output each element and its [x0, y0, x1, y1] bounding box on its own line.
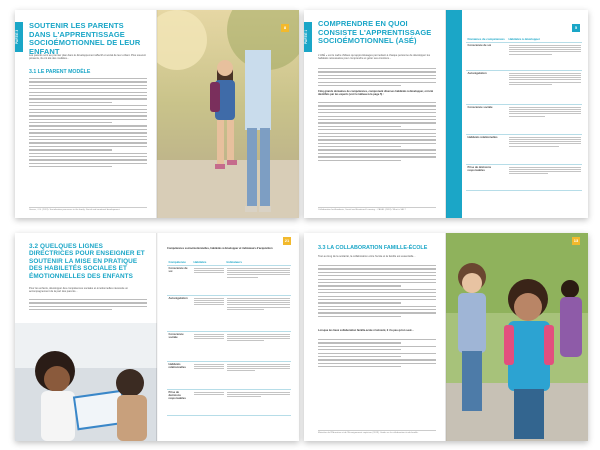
domain-cell: Conscience de soi — [466, 43, 507, 71]
page-left — [304, 233, 446, 441]
table-row — [466, 165, 582, 191]
table-row — [466, 135, 582, 165]
photo-child-reading — [15, 323, 157, 441]
table-header: Domaines de compétences — [466, 36, 507, 43]
indicators-cell — [225, 390, 291, 416]
indicators-table — [167, 259, 291, 416]
skills-cell — [192, 296, 225, 332]
table-row — [167, 332, 291, 362]
question-text: Lorsque les lieux collaboration famille-école n'existent, il n'a pas qu'un seul... — [318, 329, 414, 332]
section-heading: 3.1 LE PARENT MODÈLE — [29, 69, 91, 75]
body-text-block — [318, 265, 436, 319]
page-number-badge: 5 — [572, 24, 580, 32]
intro-text: Les parents sont au premier plan dans le développement affectif et social de leur enfant. Plus souvent présents, ils ont été des modèles... — [29, 54, 146, 61]
bold-lead-text: Cinq grands domaines de compétences, comprenant diverses habiletés à développer, ont été identifiés par les experts (voir le tableau à la page 5) : — [318, 90, 434, 97]
spread-comprendre-ase — [304, 10, 588, 218]
body-text-block — [29, 299, 147, 313]
indicators-cell — [225, 362, 291, 390]
table-row — [167, 296, 291, 332]
photo-parent-child-walking — [157, 10, 299, 218]
table-header: Habiletés — [192, 259, 225, 266]
domain-cell: Habiletés relationnelles — [466, 135, 507, 165]
page-left — [15, 10, 157, 218]
table-row — [167, 390, 291, 416]
page-number-badge: 21 — [284, 238, 290, 243]
page-title: 3.2 QUELQUES LIGNES DIRECTRICES POUR ENSEIGNER ET SOUTENIR LA MISE EN PRATIQUE DES HABILETÉS SOCIALES ET ÉMOTIONNELLES DES ENFANTS — [29, 243, 145, 280]
competence-cell: Habiletés relationnelles — [167, 362, 192, 390]
page-title: COMPRENDRE EN QUOI CONSISTE L'APPRENTISSAGE SOCIOÉMOTIONNEL (ASÉ) — [318, 19, 432, 45]
spread-parents-modele — [15, 10, 299, 218]
section-tab: PARTIE 3 — [15, 22, 23, 52]
page-right-table — [446, 10, 588, 218]
page-fold — [156, 10, 158, 218]
domain-cell: Prise de décisions responsables — [466, 165, 507, 191]
indicators-cell — [225, 296, 291, 332]
body-text-block-2 — [318, 102, 436, 163]
table-row — [466, 71, 582, 105]
teal-side-panel — [446, 10, 462, 218]
skills-cell — [192, 332, 225, 362]
skills-cell — [192, 390, 225, 416]
footnote: Grusec, J. E. (2011). Socialization processes in the family: Social and emotional development. — [29, 207, 147, 212]
section-tab: PARTIE 1 — [304, 22, 312, 52]
skills-cell — [507, 135, 582, 165]
skills-cell — [192, 266, 225, 296]
page-fold — [445, 10, 447, 218]
page-right-photo — [446, 233, 588, 441]
intro-text: L'ASÉ « est le cadre d'idées qui apprentissages permettant à chaque personne de développer les habiletés nécessaires pour comprendre et gérer ses émotions... — [318, 54, 431, 61]
indicators-cell — [225, 266, 291, 296]
page-number-badge: 8 — [281, 24, 289, 32]
body-text-block — [318, 68, 436, 88]
bullet-list — [318, 339, 436, 370]
spread-collaboration-famille-ecole — [304, 233, 588, 441]
table-header: Habiletés à développer — [507, 36, 582, 43]
table-row — [167, 362, 291, 390]
photo-children-school — [446, 233, 588, 441]
table-header: Indicateurs — [225, 259, 291, 266]
table-row — [466, 105, 582, 135]
table-title: Compétences socioémotionnelles, habiletés à développer et indicateurs d'acquisition — [167, 247, 273, 250]
domain-cell: Conscience sociale — [466, 105, 507, 135]
competence-cell: Conscience sociale — [167, 332, 192, 362]
skills-cell — [192, 362, 225, 390]
page-fold — [445, 233, 447, 441]
page-left — [15, 233, 157, 441]
competence-cell: Prise de décisions responsables — [167, 390, 192, 416]
table-header: Compétence — [167, 259, 192, 266]
competence-cell: Autorégulation — [167, 296, 192, 332]
table-row — [466, 43, 582, 71]
page-right-photo — [157, 10, 299, 218]
page-right-table — [157, 233, 299, 441]
page-fold — [156, 233, 158, 441]
domain-cell: Autorégulation — [466, 71, 507, 105]
body-text-block — [29, 78, 147, 170]
indicators-cell — [225, 332, 291, 362]
table-row — [167, 266, 291, 296]
intro-text: Tout au long de la scolarité, la collaboration entre l'école et la famille est essentielle... — [318, 255, 416, 258]
competences-table — [466, 36, 582, 191]
intro-text: Pour les enfants, développer des compétences sociales et émotionnelles nécessite un accompagnement de la part des parents... — [29, 287, 129, 294]
page-title: SOUTENIR LES PARENTS DANS L'APPRENTISSAGE SOCIOÉMOTIONNEL DE LEUR ENFANT — [29, 21, 141, 56]
skills-cell — [507, 105, 582, 135]
skills-cell — [507, 71, 582, 105]
page-number-badge: 13 — [573, 238, 579, 243]
section-heading: 3.3 LA COLLABORATION FAMILLE-ÉCOLE — [318, 245, 428, 251]
footnote: Ministère de l'Éducation et de l'Enseignement supérieur (2019). Guide sur la collaboration école-famille. — [318, 430, 436, 435]
competence-cell: Conscience de soi — [167, 266, 192, 296]
skills-cell — [507, 43, 582, 71]
footnote: Collaborative for Academic, Social and Emotional Learning – CASEL (2019). What is SEL? — [318, 207, 436, 212]
skills-cell — [507, 165, 582, 191]
spread-lignes-directrices — [15, 233, 299, 441]
page-left — [304, 10, 446, 218]
